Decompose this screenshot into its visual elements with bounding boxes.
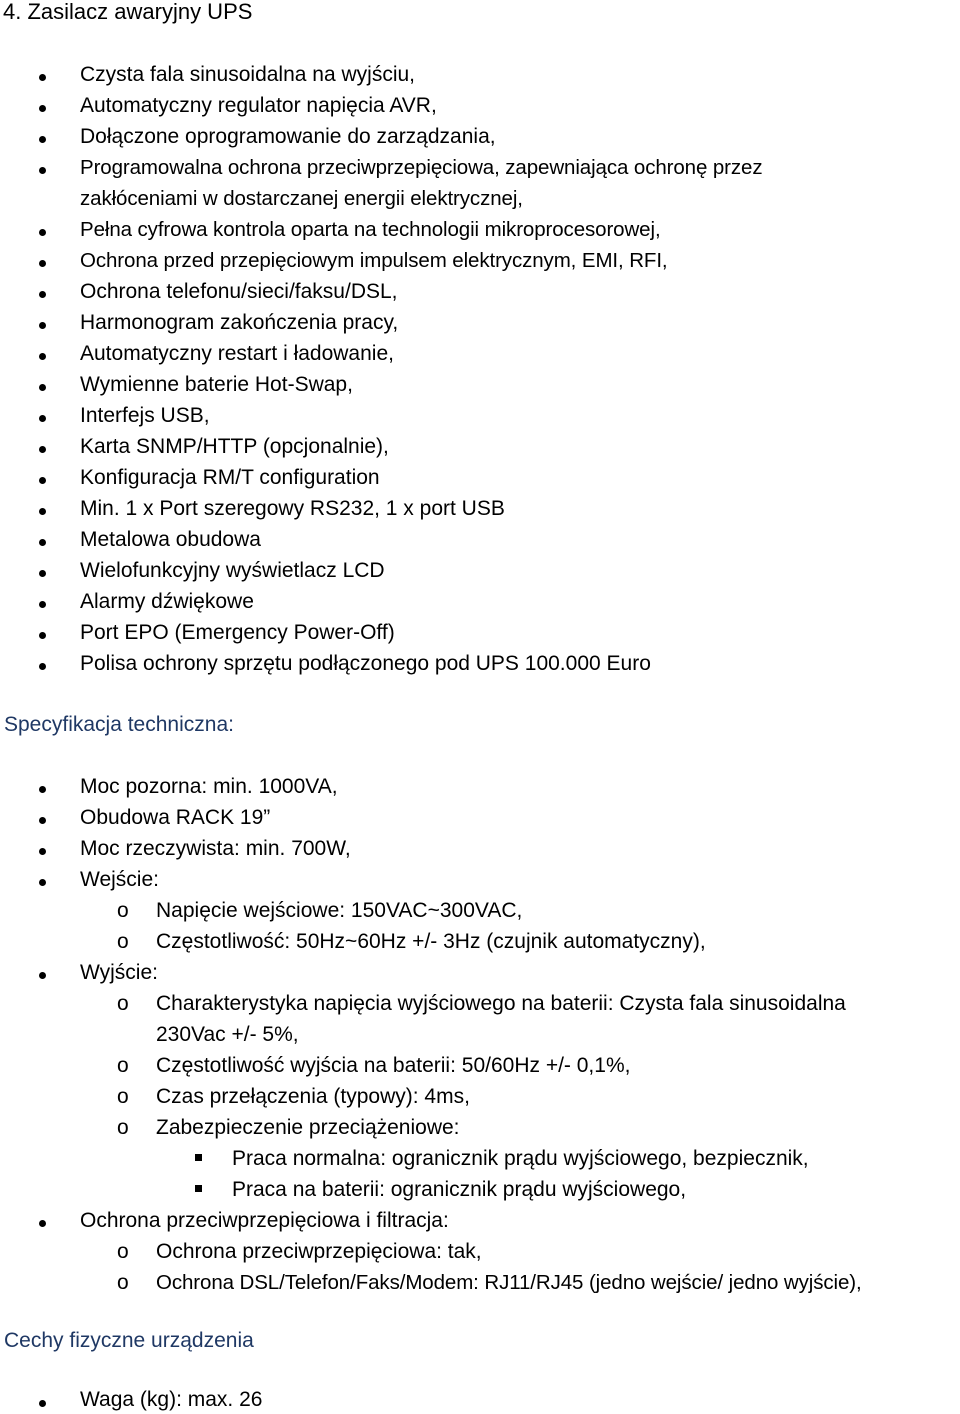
page-title: 4. Zasilacz awaryjny UPS [3, 0, 253, 24]
bullet [39, 1400, 46, 1407]
circle-bullet: o [117, 930, 129, 953]
spec-praca-normalna: Praca normalna: ogranicznik prądu wyjściowego, bezpiecznik, [232, 1147, 809, 1170]
square-bullet [195, 1154, 202, 1161]
circle-bullet: o [117, 1054, 129, 1077]
physical-heading: Cechy fizyczne urządzenia [4, 1329, 254, 1352]
circle-bullet: o [117, 899, 129, 922]
bullet [39, 508, 46, 515]
list-item: Metalowa obudowa [80, 528, 261, 551]
spec-obudowa: Obudowa RACK 19” [80, 806, 271, 829]
physical-waga: Waga (kg): max. 26 [80, 1388, 263, 1411]
list-item: Alarmy dźwiękowe [80, 590, 254, 613]
list-item: Programowalna ochrona przeciwprzepięciowa, zapewniająca ochronę przez [80, 156, 763, 179]
spec-wyjscie-charakterystyka-cont: 230Vac +/- 5%, [156, 1023, 299, 1046]
bullet [39, 446, 46, 453]
list-item: Wymienne baterie Hot-Swap, [80, 373, 353, 396]
list-item: Pełna cyfrowa kontrola oparta na technologii mikroprocesorowej, [80, 218, 661, 241]
spec-wyjscie-charakterystyka: Charakterystyka napięcia wyjściowego na baterii: Czysta fala sinusoidalna [156, 992, 846, 1015]
spec-wejscie: Wejście: [80, 868, 159, 891]
list-item: Polisa ochrony sprzętu podłączonego pod UPS 100.000 Euro [80, 652, 651, 675]
bullet [39, 539, 46, 546]
bullet [39, 74, 46, 81]
circle-bullet: o [117, 1116, 129, 1139]
list-item: Automatyczny restart i ładowanie, [80, 342, 394, 365]
list-item: Wielofunkcyjny wyświetlacz LCD [80, 559, 385, 582]
circle-bullet: o [117, 992, 129, 1015]
list-item: Konfiguracja RM/T configuration [80, 466, 380, 489]
bullet [39, 817, 46, 824]
bullet [39, 848, 46, 855]
spec-wejscie-czestotliwosc: Częstotliwość: 50Hz~60Hz +/- 3Hz (czujnik automatyczny), [156, 930, 706, 953]
bullet [39, 570, 46, 577]
bullet [39, 105, 46, 112]
bullet [39, 384, 46, 391]
spec-wyjscie-czas: Czas przełączenia (typowy): 4ms, [156, 1085, 470, 1108]
list-item: Interfejs USB, [80, 404, 210, 427]
bullet [39, 260, 46, 267]
list-item: Czysta fala sinusoidalna na wyjściu, [80, 63, 415, 86]
list-item: Dołączone oprogramowanie do zarządzania, [80, 125, 496, 148]
spec-heading: Specyfikacja techniczna: [4, 713, 234, 736]
bullet [39, 1220, 46, 1227]
bullet [39, 322, 46, 329]
spec-ochrona-przepieciowa: Ochrona przeciwprzepięciowa: tak, [156, 1240, 482, 1263]
list-item: Harmonogram zakończenia pracy, [80, 311, 399, 334]
bullet [39, 229, 46, 236]
list-item-continuation: zakłóceniami w dostarczanej energii elektrycznej, [80, 187, 523, 210]
list-item: Automatyczny regulator napięcia AVR, [80, 94, 437, 117]
circle-bullet: o [117, 1085, 129, 1108]
bullet [39, 601, 46, 608]
list-item: Port EPO (Emergency Power-Off) [80, 621, 395, 644]
circle-bullet: o [117, 1271, 129, 1294]
bullet [39, 663, 46, 670]
bullet [39, 632, 46, 639]
list-item: Ochrona telefonu/sieci/faksu/DSL, [80, 280, 398, 303]
circle-bullet: o [117, 1240, 129, 1263]
spec-moc-rzeczywista: Moc rzeczywista: min. 700W, [80, 837, 351, 860]
bullet [39, 786, 46, 793]
list-item: Ochrona przed przepięciowym impulsem elektrycznym, EMI, RFI, [80, 249, 668, 272]
list-item: Karta SNMP/HTTP (opcjonalnie), [80, 435, 389, 458]
spec-moc-pozorna: Moc pozorna: min. 1000VA, [80, 775, 338, 798]
square-bullet [195, 1185, 202, 1192]
spec-ochrona-dsl: Ochrona DSL/Telefon/Faks/Modem: RJ11/RJ45 (jedno wejście/ jedno wyjście), [156, 1271, 862, 1294]
spec-wyjscie-zabezpieczenie: Zabezpieczenie przeciążeniowe: [156, 1116, 460, 1139]
bullet [39, 415, 46, 422]
bullet [39, 167, 46, 174]
bullet [39, 291, 46, 298]
spec-wyjscie: Wyjście: [80, 961, 158, 984]
bullet [39, 879, 46, 886]
spec-ochrona: Ochrona przeciwprzepięciowa i filtracja: [80, 1209, 449, 1232]
list-item: Min. 1 x Port szeregowy RS232, 1 x port USB [80, 497, 505, 520]
bullet [39, 136, 46, 143]
bullet [39, 477, 46, 484]
spec-wyjscie-czestotliwosc: Częstotliwość wyjścia na baterii: 50/60Hz +/- 0,1%, [156, 1054, 631, 1077]
bullet [39, 972, 46, 979]
bullet [39, 353, 46, 360]
spec-wejscie-napiecie: Napięcie wejściowe: 150VAC~300VAC, [156, 899, 523, 922]
spec-praca-baterii: Praca na baterii: ogranicznik prądu wyjściowego, [232, 1178, 687, 1201]
